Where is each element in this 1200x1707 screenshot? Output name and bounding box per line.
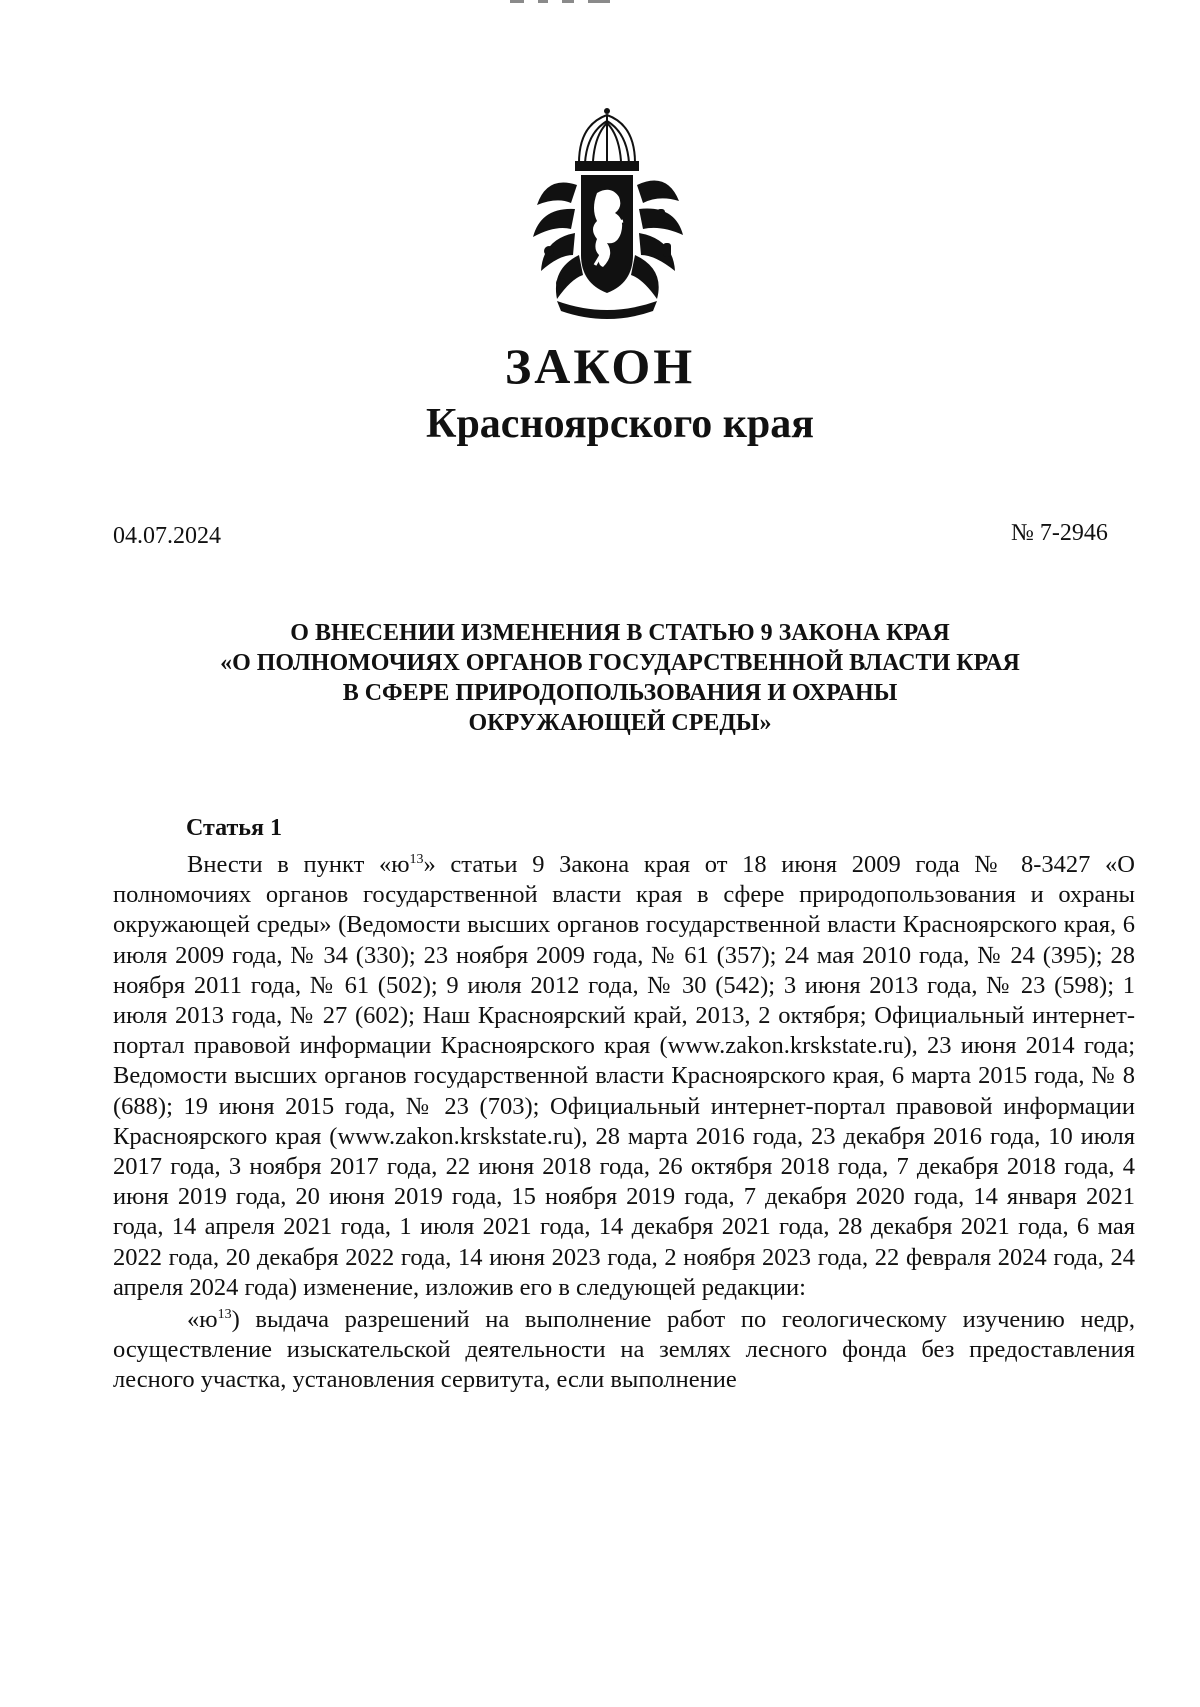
- heading-line: «О ПОЛНОМОЧИЯХ ОРГАНОВ ГОСУДАРСТВЕННОЙ ВЛАСТИ КРАЯ: [220, 650, 1020, 676]
- heading-line: В СФЕРЕ ПРИРОДОПОЛЬЗОВАНИЯ И ОХРАНЫ: [342, 680, 898, 706]
- superscript: 13: [217, 1307, 232, 1323]
- article-paragraph: [113, 850, 1135, 1303]
- law-title: ЗАКОН: [504, 338, 696, 394]
- paragraph-text: Внести в пункт «ю: [187, 851, 410, 878]
- law-date: 04.07.2024: [113, 523, 221, 549]
- article-paragraph: [113, 1305, 1135, 1396]
- law-region: Красноярского края: [425, 401, 815, 447]
- paragraph-text: «ю: [187, 1306, 218, 1334]
- superscript: 13: [409, 852, 424, 867]
- law-heading: [100, 618, 1140, 738]
- coat-of-arms-icon: [527, 105, 687, 325]
- article-title: Статья 1: [186, 815, 282, 841]
- article-body: [113, 850, 1135, 1396]
- paragraph-text: ) выдача разрешений на выполнение работ по геологическому изучению недр, осуществление изыскательской деятельности на землях лесного фонда без предоставления лесного участка, установления сервитута, если выполнение: [113, 1306, 1135, 1394]
- heading-line: ОКРУЖАЮЩЕЙ СРЕДЫ»: [468, 710, 772, 736]
- paragraph-text: » статьи 9 Закона края от 18 июня 2009 года № 8-3427 «О полномочиях органов государственной власти края в сфере природопользования и охраны окружающей среды» (Ведомости высших органов государственной власти Красноярского края, 6 июля 2009 года, № 34 (330); 23 ноября 2009 года, № 61 (357); 24 мая 2010 года, № 24 (395); 28 ноября 2011 года, № 61 (502); 9 июля 2012 года, № 30 (542); 3 июня 2013 года, № 23 (598); 1 июля 2013 года, № 27 (602); Наш Красноярский край, 2013, 2 октября; Официальный интернет-портал правовой информации Красноярского края (www.zakon.krskstate.ru), 23 июня 2014 года; Ведомости высших органов государственной власти Красноярского края, 6 марта 2015 года, № 8 (688); 19 июня 2015 года, № 23 (703); Официальный интернет-портал правовой информации Красноярского края (www.zakon.krskstate.ru), 28 марта 2016 года, 23 декабря 2016 года, 10 июля 2017 года, 3 ноября 2017 года, 22 июня 2018 года, 26 октября 2018 года, 7 декабря 2018 года, 4 июня 2019 года, 20 июня 2019 года, 15 ноября 2019 года, 7 декабря 2020 года, 14 января 2021 года, 14 апреля 2021 года, 1 июля 2021 года, 14 декабря 2021 года, 28 декабря 2021 года, 6 мая 2022 года, 20 декабря 2022 года, 14 июня 2023 года, 2 ноября 2023 года, 22 февраля 2024 года, 24 апреля 2024 года) изменение, изложив его в следующей редакции:: [113, 851, 1135, 1301]
- heading-line: О ВНЕСЕНИИ ИЗМЕНЕНИЯ В СТАТЬЮ 9 ЗАКОНА КРАЯ: [290, 620, 950, 646]
- scan-artifact: [510, 0, 610, 3]
- law-number: № 7-2946: [1011, 520, 1108, 546]
